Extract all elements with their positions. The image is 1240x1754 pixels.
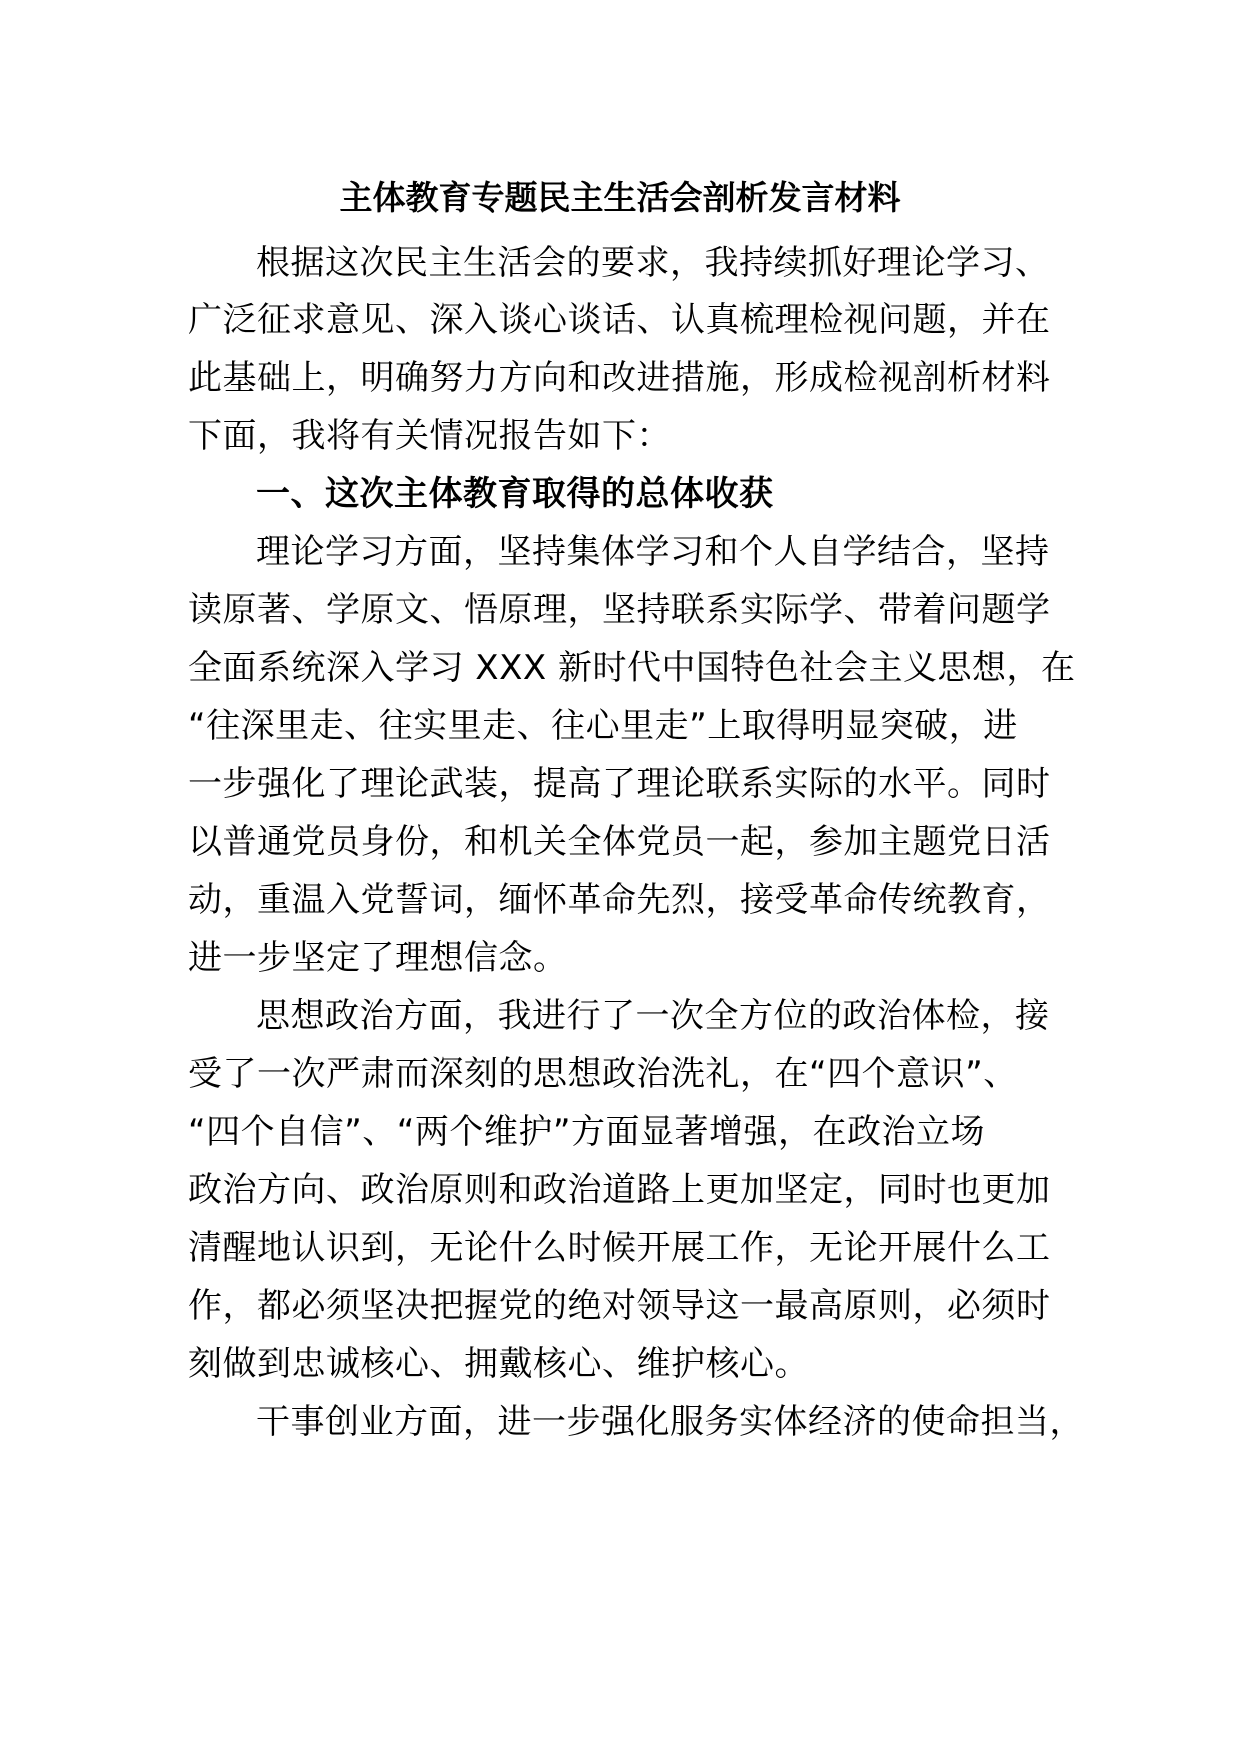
section-heading: 一、这次主体教育取得的总体收获 [256, 474, 774, 514]
paragraph-line: 此基础上，明确努力方向和改进措施，形成检视剖析材料 [188, 358, 1051, 398]
paragraph-line: 思想政治方面，我进行了一次全方位的政治体检，接 [256, 996, 1050, 1036]
paragraph-line: 广泛征求意见、深入谈心谈话、认真梳理检视问题，并在 [188, 300, 1051, 340]
paragraph-line: 作，都必须坚决把握党的绝对领导这一最高原则，必须时 [188, 1286, 1051, 1326]
paragraph-line: 以普通党员身份，和机关全体党员一起，参加主题党日活 [188, 822, 1051, 862]
paragraph-line: 下面，我将有关情况报告如下： [188, 416, 671, 456]
paragraph-line: 全面系统深入学习 XXX 新时代中国特色社会主义思想，在 [188, 648, 1076, 688]
paragraph-line: 理论学习方面，坚持集体学习和个人自学结合，坚持 [256, 532, 1050, 572]
paragraph-line: “四个自信”、“两个维护”方面显著增强，在政治立场 [188, 1112, 985, 1152]
paragraph-line: 根据这次民主生活会的要求，我持续抓好理论学习、 [256, 243, 1050, 283]
paragraph-line: 清醒地认识到，无论什么时候开展工作，无论开展什么工 [188, 1228, 1051, 1268]
paragraph-line: 刻做到忠诚核心、拥戴核心、维护核心。 [188, 1344, 809, 1384]
paragraph-line: “往深里走、往实里走、往心里走”上取得明显突破，进 [188, 706, 1018, 746]
paragraph-line: 干事创业方面，进一步强化服务实体经济的使命担当， [256, 1402, 1084, 1442]
paragraph-line: 一步强化了理论武装，提高了理论联系实际的水平。同时 [188, 764, 1051, 804]
paragraph-line: 受了一次严肃而深刻的思想政治洗礼，在“四个意识”、 [188, 1054, 1018, 1094]
document-title: 主体教育专题民主生活会剖析发言材料 [339, 178, 901, 217]
paragraph-line: 政治方向、政治原则和政治道路上更加坚定，同时也更加 [188, 1170, 1051, 1210]
paragraph-line: 动，重温入党誓词，缅怀革命先烈，接受革命传统教育， [188, 880, 1051, 920]
paragraph-line: 读原著、学原文、悟原理，坚持联系实际学、带着问题学 [188, 590, 1051, 630]
paragraph-line: 进一步坚定了理想信念。 [188, 938, 568, 978]
